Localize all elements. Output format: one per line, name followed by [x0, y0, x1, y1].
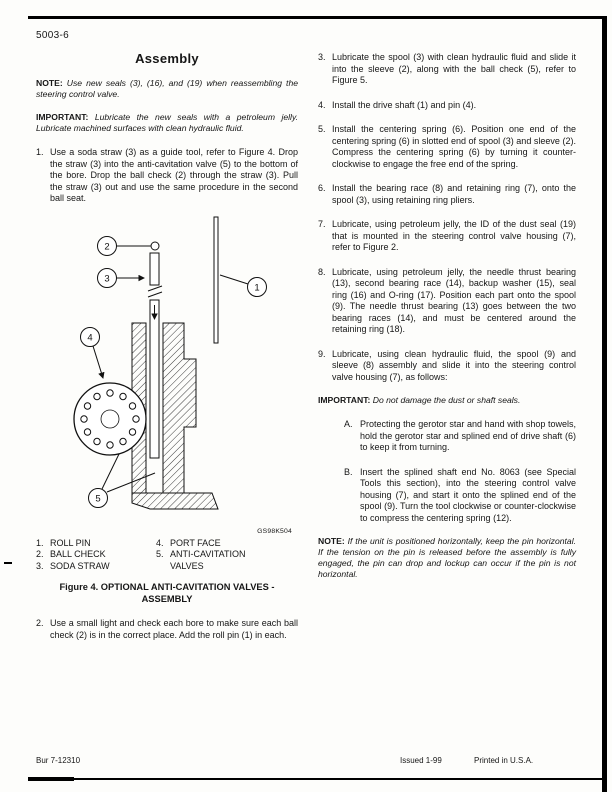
legend-item	[36, 538, 156, 550]
soda-straw	[148, 253, 162, 458]
important-text: Lubricate the new seals with a petroleum jelly. Lubricate machined surfaces with clean hydraulic fluid.	[36, 112, 299, 133]
substep-text: Protecting the gerotor star and hand with shop towels, hold the gerotor star and splined end of drive shaft (6) to keep it from turning.	[360, 419, 576, 452]
figure-caption-line1: Figure 4. OPTIONAL ANTI-CAVITATION VALVES -	[59, 582, 275, 592]
legend-item	[156, 538, 286, 550]
legend-num: 4.	[156, 537, 164, 548]
substep-letter: B.	[344, 466, 353, 477]
page-number: 5003-6	[36, 30, 69, 41]
note-label: NOTE:	[318, 536, 345, 546]
scan-edge-right	[602, 16, 607, 792]
step-text: Lubricate the spool (3) with clean hydraulic fluid and slide it into the sleeve (2), along with the ball check (5), refer to Figure 5.	[332, 52, 576, 85]
important-label: IMPORTANT:	[318, 395, 371, 405]
substep-letter: A.	[344, 419, 353, 429]
note-label: NOTE:	[36, 78, 63, 88]
step-text: Install the bearing race (8) and retaining ring (7), onto the spool (3), using retaining ring pliers.	[332, 183, 576, 205]
valve-housing-foot	[132, 493, 218, 509]
footer-printed: Printed in U.S.A.	[474, 756, 534, 765]
right-column	[318, 52, 576, 580]
figure-caption	[36, 582, 298, 605]
step-text: Install the drive shaft (1) and pin (4).	[332, 99, 477, 110]
substep-b	[344, 467, 576, 525]
figure-legend	[36, 538, 298, 573]
important-text: Do not damage the dust or shaft seals.	[372, 395, 521, 405]
substep-a	[344, 419, 576, 454]
important-paragraph	[36, 112, 298, 134]
legend-label: PORT FACE	[170, 537, 221, 548]
figure-4	[62, 211, 298, 536]
scan-edge-bottom-mark	[28, 777, 74, 781]
svg-text:4: 4	[87, 332, 93, 344]
scan-edge-top	[28, 16, 607, 19]
important-paragraph-2	[318, 395, 576, 406]
note-text: If the unit is positioned horizontally, keep the pin horizontal. If the tension on the pin is released before the assembly is fully engaged, the pin can drop and lockup can occur if the pin is not horizontal.	[318, 536, 576, 579]
scan-mark-left	[4, 562, 12, 564]
step-text: Use a soda straw (3) as a guide tool, refer to Figure 4. Drop the straw (3) into the anti-cavitation valve (5) to the bottom of the bore. Drop the ball check (2) through the straw (3). Pull the straw (3) out and use the same procedure in the second ball seat.	[50, 147, 298, 203]
step-number: 2.	[36, 618, 44, 628]
legend-label: BALL CHECK	[50, 549, 106, 559]
legend-num: 3.	[36, 560, 44, 571]
step-3	[318, 52, 576, 87]
page-footer	[36, 756, 581, 768]
valve-housing-right-wall	[163, 323, 196, 493]
svg-text:2: 2	[104, 241, 110, 253]
svg-text:1: 1	[254, 282, 260, 294]
legend-num: 5.	[156, 549, 164, 559]
step-4	[318, 100, 576, 112]
step-text: Lubricate, using petroleum jelly, the needle thrust bearing (13), second bearing race (14), backup washer (15), seal ring (16) and O-ring (17). Position each part onto the spool (9). The needle thrust bearing (13) goes between the two bearing races (14), and must be centered around the retaining ring (18).	[332, 266, 576, 334]
svg-text:3: 3	[104, 273, 110, 285]
note-paragraph-2	[318, 536, 576, 580]
step-6	[318, 183, 576, 206]
step-number: 5.	[318, 124, 326, 134]
step-5	[318, 124, 576, 170]
figure-caption-line2: ASSEMBLY	[141, 593, 193, 604]
legend-item	[156, 549, 286, 572]
callout-3	[98, 268, 145, 287]
note-paragraph	[36, 78, 298, 100]
step-number: 9.	[318, 348, 326, 359]
step-number: 6.	[318, 183, 326, 193]
important-label: IMPORTANT:	[36, 112, 89, 122]
step-text: Lubricate, using petroleum jelly, the ID of the dust seal (19) that is mounted in the steering control valve housing (7), refer to Figure 2.	[332, 219, 576, 252]
step-text: Lubricate, using clean hydraulic fluid, the spool (9) and sleeve (8) assembly and slide it into the steering control valve housing (7), as follows:	[332, 348, 576, 382]
scan-edge-bottom	[28, 778, 607, 780]
step-number: 1.	[36, 147, 44, 157]
callout-4	[81, 327, 104, 378]
step-number: 8.	[318, 266, 326, 277]
legend-num: 1.	[36, 537, 44, 548]
port-face-flange	[74, 383, 146, 455]
legend-label: ROLL PIN	[50, 537, 91, 548]
legend-label: SODA STRAW	[50, 560, 110, 571]
step-8	[318, 267, 576, 336]
footer-doc-number: Bur 7-12310	[36, 756, 81, 765]
substep-text: Insert the splined shaft end No. 8063 (see Special Tools this section), into the steering control valve housing (7), and start it onto the splined end of the spool (9). Turn the tool clockwise or counter-clockwise to compress the centering spring (12).	[360, 466, 576, 523]
legend-column-1	[36, 538, 156, 573]
step-text: Use a small light and check each bore to make sure each ball check (2) is in the correct place. Add the roll pin (1) in each.	[50, 618, 298, 640]
step-2	[36, 618, 298, 641]
legend-item	[36, 561, 156, 573]
callout-2	[98, 236, 151, 255]
legend-num: 2.	[36, 549, 44, 559]
svg-text:5: 5	[95, 493, 101, 505]
callout-1	[220, 275, 267, 297]
footer-issued-date: Issued 1-99	[400, 756, 442, 765]
note-text: Use new seals (3), (16), and (19) when reassembling the steering control valve.	[36, 78, 298, 99]
legend-item	[36, 549, 156, 561]
legend-label: ANTI-CAVITATION VALVES	[170, 549, 246, 571]
step-1	[36, 147, 298, 205]
ball-check	[151, 242, 159, 250]
step-number: 3.	[318, 52, 326, 62]
roll-pin-rod	[214, 217, 218, 343]
section-title: Assembly	[135, 51, 199, 66]
left-column	[36, 30, 298, 641]
step-number: 7.	[318, 219, 326, 229]
step-9	[318, 349, 576, 384]
figure-code: GS98K504	[257, 527, 292, 535]
step-text: Install the centering spring (6). Position one end of the centering spring (6) in slotted end of spool (3) and sleeve (2). Compress the centering spring (6) by turning it counter-clockwise to engage the free end of the spring.	[332, 124, 576, 169]
legend-column-2	[156, 538, 286, 573]
step-number: 4.	[318, 99, 326, 110]
step-7	[318, 219, 576, 254]
figure-4-diagram	[62, 211, 302, 531]
